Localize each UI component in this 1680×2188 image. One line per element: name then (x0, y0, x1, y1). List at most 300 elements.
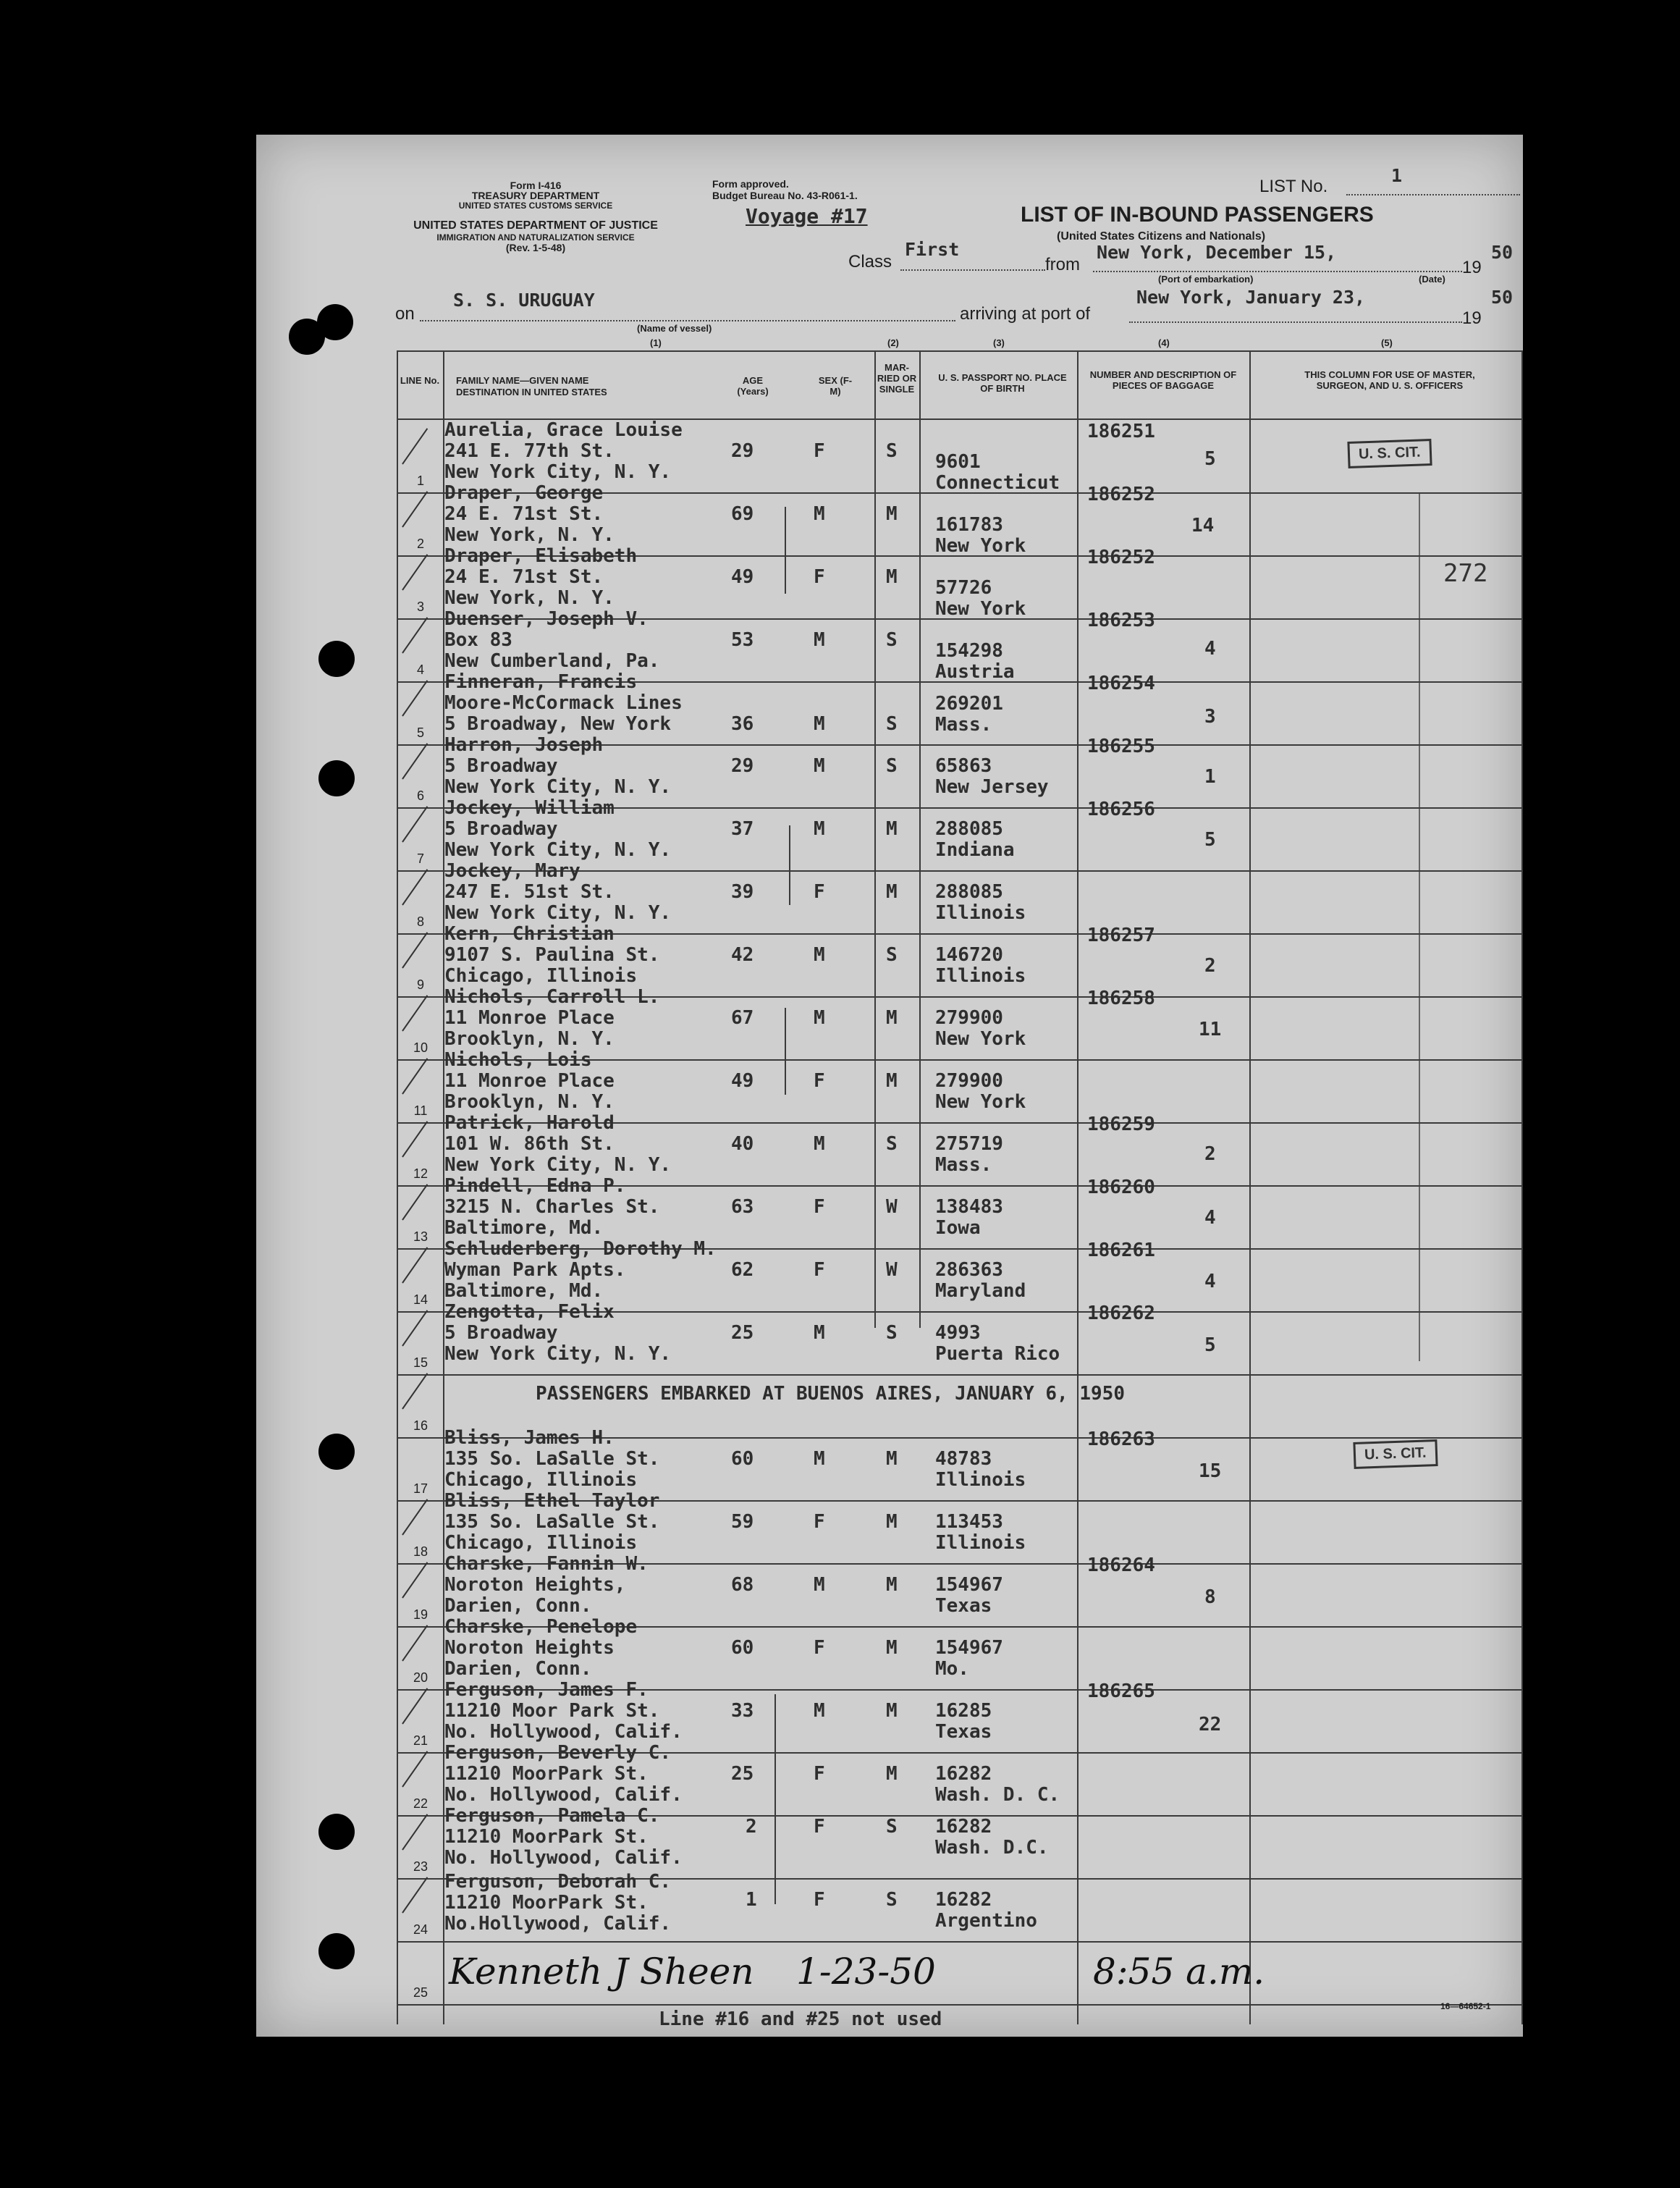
ticket-number: 186261 (1087, 1240, 1155, 1261)
sex-cell: M (814, 629, 825, 651)
age-cell: 40 (731, 1133, 754, 1155)
passenger-address-city: Baltimore, Md. (444, 1280, 604, 1302)
sex-cell: M (814, 944, 825, 966)
marital-status-cell: S (886, 1322, 898, 1344)
marital-status-cell: M (886, 818, 898, 840)
col-line-no: LINE No. (400, 375, 440, 386)
passenger-name: Duenser, Joseph V. (444, 608, 649, 630)
age-cell: 1 (746, 1889, 757, 1911)
baggage-count: 11 (1199, 1019, 1222, 1040)
passenger-name: Patrick, Harold (444, 1112, 615, 1134)
line-number: 7 (416, 851, 424, 866)
passenger-entry (444, 546, 637, 609)
passenger-entry (444, 1617, 637, 1680)
form-number: Form I-416 (510, 180, 562, 191)
passenger-address-street: 241 E. 77th St. (444, 440, 615, 462)
form-code: 16—64652-1 (1440, 2001, 1491, 2011)
passport-number: 65863 (935, 755, 992, 777)
baggage-count: 8 (1204, 1586, 1216, 1608)
list-no-label: LIST No. (1259, 177, 1328, 196)
line-number: 23 (413, 1859, 429, 1874)
passenger-address-city: New York, N. Y. (444, 524, 615, 546)
vessel-name: S. S. URUGUAY (453, 290, 595, 311)
passenger-address-street: 11210 MoorPark St. (444, 1892, 649, 1914)
baggage-count: 1 (1204, 766, 1216, 788)
passport-cell (935, 694, 1003, 736)
place-of-birth: Wash. D. C. (935, 1784, 1060, 1806)
passport-number: 146720 (935, 944, 1003, 966)
baggage-count: 5 (1204, 448, 1216, 470)
place-of-birth: Illinois (935, 1532, 1026, 1554)
baggage-count: 14 (1191, 515, 1215, 537)
place-of-birth: Mass. (935, 1154, 992, 1176)
place-of-birth: Connecticut (935, 472, 1060, 494)
passenger-address-street: 24 E. 71st St. (444, 566, 604, 588)
place-of-birth: New Jersey (935, 776, 1049, 798)
passenger-address-city: New Cumberland, Pa. (444, 650, 660, 672)
passenger-address-street: Noroton Heights, (444, 1574, 626, 1596)
baggage-count: 5 (1204, 829, 1216, 851)
ticket-number: 186265 (1087, 1680, 1155, 1702)
passport-number: 48783 (935, 1448, 992, 1470)
place-of-birth: Texas (935, 1595, 992, 1617)
passenger-address-city: Baltimore, Md. (444, 1217, 604, 1239)
passenger-address-city: No. Hollywood, Calif. (444, 1784, 683, 1806)
passport-number: 4993 (935, 1322, 981, 1344)
line-number: 8 (416, 914, 424, 929)
passport-number: 16282 (935, 1763, 992, 1785)
line-number: 20 (413, 1670, 429, 1685)
marital-status-cell: M (886, 1574, 898, 1596)
passport-number: 154967 (935, 1574, 1003, 1596)
ticket-number: 186258 (1087, 988, 1155, 1009)
sex-cell: M (814, 1448, 825, 1470)
section-header: PASSENGERS EMBARKED AT BUENOS AIRES, JANUARY 6, 1950 (536, 1383, 1125, 1405)
passport-cell (935, 1134, 1003, 1176)
place-of-birth: Illinois (935, 965, 1026, 987)
passenger-address-street: 11 Monroe Place (444, 1070, 615, 1092)
class-label: Class (848, 252, 892, 272)
passenger-entry (444, 672, 683, 735)
passport-cell (935, 1260, 1026, 1302)
arriving-label: arriving at port of (960, 304, 1091, 324)
passenger-entry (444, 1050, 615, 1113)
passport-number: 57726 (935, 577, 992, 599)
marital-status-cell: M (886, 881, 898, 903)
line-number: 24 (413, 1922, 429, 1937)
baggage-count: 15 (1199, 1460, 1222, 1482)
passenger-address-street: Box 83 (444, 629, 512, 651)
passenger-address-street: 11210 Moor Park St. (444, 1700, 660, 1722)
place-of-birth: Puerta Rico (935, 1343, 1060, 1365)
ticket-number: 186255 (1087, 736, 1155, 757)
passenger-name: Bliss, James H. (444, 1427, 615, 1449)
passenger-address-street: 5 Broadway (444, 1322, 558, 1344)
place-of-birth: New York (935, 1028, 1026, 1050)
passenger-entry (444, 735, 671, 798)
margin-number: 272 (1443, 559, 1488, 588)
age-cell: 33 (731, 1700, 754, 1722)
sex-cell: F (814, 440, 825, 462)
place-of-birth: Mo. (935, 1658, 969, 1680)
col-married: MAR-RIED OR SINGLE (877, 362, 917, 395)
place-of-birth: Austria (935, 661, 1015, 683)
passenger-address-city: New York City, N. Y. (444, 839, 672, 861)
line-number: 11 (413, 1103, 428, 1118)
passenger-name: Aurelia, Grace Louise (444, 419, 683, 441)
sex-cell: F (814, 1259, 825, 1281)
sex-cell: F (814, 1889, 825, 1911)
port-embarkation-note: (Port of embarkation) (1158, 274, 1254, 285)
passenger-entry (444, 861, 671, 924)
on-label: on (395, 304, 415, 324)
baggage-count: 4 (1204, 638, 1216, 660)
col-destination: DESTINATION IN UNITED STATES (456, 387, 607, 397)
passport-number: 16282 (935, 1816, 992, 1838)
line-number: 17 (413, 1481, 429, 1496)
age-cell: 60 (731, 1448, 754, 1470)
baggage-count: 2 (1204, 1143, 1216, 1165)
passport-number: 279900 (935, 1070, 1003, 1092)
ticket-number: 186254 (1087, 673, 1155, 694)
passenger-name: Ferguson, Pamela C. (444, 1805, 660, 1827)
passenger-name: Bliss, Ethel Taylor (444, 1490, 660, 1512)
sex-cell: M (814, 1133, 825, 1155)
year-prefix-2: 19 (1462, 308, 1482, 328)
place-of-birth: Texas (935, 1721, 992, 1743)
col-sex: SEX (F-M) (818, 375, 853, 397)
ticket-number: 186263 (1087, 1428, 1155, 1450)
passport-cell (935, 819, 1015, 861)
passport-number: 154298 (935, 640, 1003, 662)
age-cell: 59 (731, 1511, 754, 1533)
passenger-name: Finneran, Francis (444, 671, 638, 693)
sex-cell: F (814, 1763, 825, 1785)
age-cell: 25 (731, 1322, 754, 1344)
line-number: 19 (413, 1607, 429, 1622)
passenger-address-city: Darien, Conn. (444, 1595, 592, 1617)
passport-number: 275719 (935, 1133, 1003, 1155)
passenger-address-street: 11210 MoorPark St. (444, 1826, 649, 1848)
line-number: 2 (416, 537, 424, 551)
passport-number: 269201 (935, 693, 1003, 715)
marital-status-cell: S (886, 944, 898, 966)
age-cell: 69 (731, 503, 754, 525)
passenger-address-street: 11 Monroe Place (444, 1007, 615, 1029)
place-of-birth: Illinois (935, 1469, 1026, 1491)
passport-number: 288085 (935, 881, 1003, 903)
form-approved: Form approved. (712, 178, 789, 190)
form-subtitle: (United States Citizens and Nationals) (1057, 230, 1266, 243)
marital-status-cell: M (886, 1700, 898, 1722)
passport-cell (935, 1817, 1049, 1859)
passenger-address-city: Chicago, Illinois (444, 1532, 638, 1554)
sex-cell: F (814, 881, 825, 903)
passenger-entry (444, 1743, 683, 1806)
line-number: 15 (413, 1355, 429, 1370)
passenger-entry (444, 987, 659, 1050)
passport-cell (935, 1638, 1003, 1680)
passenger-entry (444, 1428, 659, 1491)
column-number-2: (2) (887, 337, 899, 348)
place-of-birth: Indiana (935, 839, 1015, 861)
passenger-address-city: Brooklyn, N. Y. (444, 1091, 615, 1113)
col-passport: U. S. PASSPORT NO. PLACE OF BIRTH (938, 372, 1067, 394)
sex-cell: M (814, 755, 825, 777)
line-number: 22 (413, 1796, 429, 1811)
passport-cell (935, 1764, 1060, 1806)
sex-cell: F (814, 1637, 825, 1659)
us-citizen-stamp: U. S. CIT. (1347, 439, 1432, 468)
age-cell: 36 (731, 713, 754, 735)
sex-cell: M (814, 713, 825, 735)
ticket-number: 186256 (1087, 799, 1155, 820)
ticket-number: 186251 (1087, 421, 1155, 442)
line-number: 3 (416, 599, 424, 614)
punch-hole (317, 304, 353, 340)
passport-number: 154967 (935, 1637, 1003, 1659)
passenger-entry (444, 420, 683, 483)
vessel-name-note: (Name of vessel) (637, 323, 712, 334)
passenger-name: Jockey, William (444, 797, 615, 819)
passenger-name: Charske, Fannin W. (444, 1553, 649, 1575)
passport-number: 16282 (935, 1889, 992, 1911)
customs-service: UNITED STATES CUSTOMS SERVICE (458, 201, 613, 211)
ticket-number: 186262 (1087, 1303, 1155, 1324)
marital-status-cell: M (886, 1763, 898, 1785)
passenger-name: Draper, George (444, 482, 604, 504)
table-top-border (397, 350, 1523, 352)
list-number: 1 (1391, 165, 1403, 186)
line-number: 1 (416, 474, 424, 488)
marital-status-cell: S (886, 1816, 898, 1838)
passenger-address-street: 3215 N. Charles St. (444, 1196, 660, 1218)
class-value: First (905, 239, 960, 260)
place-of-birth: Illinois (935, 902, 1026, 924)
passport-cell (935, 641, 1015, 683)
col-officers: THIS COLUMN FOR USE OF MASTER, SURGEON, AND U. S. OFFICERS (1304, 369, 1475, 391)
passenger-name: Ferguson, Beverly C. (444, 1742, 672, 1764)
age-cell: 60 (731, 1637, 754, 1659)
line-number: 16 (413, 1418, 429, 1433)
passport-cell (935, 452, 1060, 494)
passenger-entry (444, 1176, 659, 1239)
age-cell: 29 (731, 440, 754, 462)
arrival-port-date: New York, January 23, (1136, 287, 1366, 308)
passport-cell (935, 515, 1026, 557)
passenger-address-street: 5 Broadway (444, 755, 558, 777)
passport-cell (935, 578, 1026, 620)
passenger-address-street: 9107 S. Paulina St. (444, 944, 660, 966)
marital-status-cell: M (886, 1007, 898, 1029)
punch-hole (318, 1434, 355, 1470)
ticket-number: 186260 (1087, 1177, 1155, 1198)
age-cell: 67 (731, 1007, 754, 1029)
passenger-address-street: 135 So. LaSalle St. (444, 1511, 660, 1533)
age-cell: 37 (731, 818, 754, 840)
passport-number: 16285 (935, 1700, 992, 1722)
line-number: 12 (413, 1166, 429, 1181)
passenger-name: Zengotta, Felix (444, 1301, 615, 1323)
ticket-number: 186252 (1087, 547, 1155, 568)
signature-date: 1-23-50 (796, 1951, 936, 1993)
age-cell: 25 (731, 1763, 754, 1785)
column-number-4: (4) (1158, 337, 1170, 348)
column-number-5: (5) (1381, 337, 1393, 348)
year-prefix-1: 19 (1462, 258, 1482, 277)
passport-cell (935, 1008, 1026, 1050)
marital-status-cell: M (886, 1637, 898, 1659)
line-number: 14 (413, 1292, 429, 1307)
immigration-service: IMMIGRATION AND NATURALIZATION SERVICE (436, 232, 635, 243)
year-from: 50 (1491, 242, 1514, 263)
line-number: 5 (416, 725, 424, 740)
passport-number: 279900 (935, 1007, 1003, 1029)
passenger-address-street: 24 E. 71st St. (444, 503, 604, 525)
sex-cell: M (814, 1700, 825, 1722)
age-cell: 62 (731, 1259, 754, 1281)
line-number: 9 (416, 977, 424, 992)
marital-status-cell: S (886, 1133, 898, 1155)
baggage-count: 3 (1204, 706, 1216, 728)
from-port-date: New York, December 15, (1097, 242, 1337, 263)
punch-hole (318, 1933, 355, 1969)
line-number: 6 (416, 788, 424, 803)
officer-signature: Kenneth J Sheen (449, 1951, 754, 1993)
column-number-1: (1) (650, 337, 662, 348)
passenger-entry (444, 1680, 683, 1743)
baggage-count: 4 (1204, 1207, 1216, 1229)
passport-cell (935, 1449, 1026, 1491)
place-of-birth: Mass. (935, 714, 992, 736)
line-number: 10 (413, 1040, 429, 1055)
place-of-birth: Argentino (935, 1910, 1037, 1932)
passenger-address-street: Noroton Heights (444, 1637, 615, 1659)
ticket-number: 186253 (1087, 610, 1155, 631)
passenger-name: Schluderberg, Dorothy M. (444, 1238, 717, 1260)
passport-cell (935, 1575, 1003, 1617)
passport-cell (935, 882, 1026, 924)
passenger-address-city: Chicago, Illinois (444, 1469, 638, 1491)
passenger-name: Ferguson, Deborah C. (444, 1871, 672, 1893)
age-cell: 68 (731, 1574, 754, 1596)
age-cell: 53 (731, 629, 754, 651)
passenger-address-city: No.Hollywood, Calif. (444, 1913, 672, 1935)
marital-status-cell: M (886, 503, 898, 525)
voyage-number: Voyage #17 (746, 204, 868, 228)
marital-status-cell: M (886, 566, 898, 588)
us-citizen-stamp: U. S. CIT. (1353, 1439, 1438, 1469)
passport-number: 113453 (935, 1511, 1003, 1533)
punch-hole (318, 1814, 355, 1850)
sex-cell: M (814, 1007, 825, 1029)
passenger-name: Nichols, Lois (444, 1049, 592, 1071)
place-of-birth: New York (935, 598, 1026, 620)
passenger-address-city: New York City, N. Y. (444, 1154, 672, 1176)
line-number: 18 (413, 1544, 429, 1559)
baggage-count: 2 (1204, 955, 1216, 977)
passenger-address-street: 135 So. LaSalle St. (444, 1448, 660, 1470)
sex-cell: F (814, 1196, 825, 1218)
passport-cell (935, 1701, 992, 1743)
passenger-entry (444, 609, 659, 672)
passenger-address-city: New York City, N. Y. (444, 902, 672, 924)
passport-cell (935, 756, 1049, 798)
budget-bureau-no: Budget Bureau No. 43-R061-1. (712, 190, 858, 201)
punch-hole (318, 760, 355, 796)
form-title: LIST OF IN-BOUND PASSENGERS (1021, 203, 1374, 227)
passenger-name: Draper, Elisabeth (444, 545, 638, 567)
line-number: 21 (413, 1733, 429, 1748)
year-arrive: 50 (1491, 287, 1514, 308)
passenger-entry (444, 1239, 717, 1302)
marital-status-cell: M (886, 1448, 898, 1470)
passport-number: 161783 (935, 514, 1003, 536)
passport-cell (935, 1197, 1003, 1239)
passport-cell (935, 945, 1026, 987)
passenger-address-city: New York City, N. Y. (444, 776, 672, 798)
sex-cell: M (814, 503, 825, 525)
signature-time: 8:55 a.m. (1093, 1951, 1265, 1993)
age-cell: 42 (731, 944, 754, 966)
col-age: AGE (Years) (737, 375, 769, 397)
punch-hole (318, 641, 355, 677)
passenger-address-city: No. Hollywood, Calif. (444, 1721, 683, 1743)
date-note: (Date) (1419, 274, 1445, 285)
baggage-count: 5 (1204, 1334, 1216, 1356)
sex-cell: F (814, 566, 825, 588)
passenger-name: Pindell, Edna P. (444, 1175, 626, 1197)
passenger-entry (444, 1113, 671, 1176)
marital-status-cell: S (886, 1889, 898, 1911)
place-of-birth: Iowa (935, 1217, 981, 1239)
ticket-number: 186259 (1087, 1114, 1155, 1135)
marital-status-cell: S (886, 629, 898, 651)
passport-number: 288085 (935, 818, 1003, 840)
passport-cell (935, 1890, 1037, 1932)
from-label: from (1045, 255, 1080, 274)
passenger-address-street: Moore-McCormack Lines (444, 692, 683, 714)
passenger-address-city: Brooklyn, N. Y. (444, 1028, 615, 1050)
age-cell: 49 (731, 566, 754, 588)
department-of-justice: UNITED STATES DEPARTMENT OF JUSTICE (413, 219, 658, 232)
treasury-department: TREASURY DEPARTMENT (471, 190, 600, 201)
passenger-entry (444, 924, 659, 987)
passenger-address-city: New York City, N. Y. (444, 461, 672, 483)
passenger-address-city: Chicago, Illinois (444, 965, 638, 987)
column-number-3: (3) (993, 337, 1005, 348)
passport-cell (935, 1512, 1026, 1554)
sex-cell: M (814, 818, 825, 840)
age-cell: 2 (746, 1816, 757, 1838)
footer-note: Line #16 and #25 not used (659, 2008, 942, 2030)
passenger-name: Ferguson, James F. (444, 1679, 649, 1701)
age-cell: 49 (731, 1070, 754, 1092)
marital-status-cell: S (886, 713, 898, 735)
ticket-number: 186252 (1087, 484, 1155, 505)
passenger-entry (444, 1554, 649, 1617)
marital-status-cell: S (886, 440, 898, 462)
passport-number: 286363 (935, 1259, 1003, 1281)
sex-cell: F (814, 1511, 825, 1533)
sex-cell: M (814, 1574, 825, 1596)
place-of-birth: Maryland (935, 1280, 1026, 1302)
passport-number: 138483 (935, 1196, 1003, 1218)
passenger-entry (444, 1872, 671, 1935)
marital-status-cell: W (886, 1259, 898, 1281)
ticket-number: 186257 (1087, 925, 1155, 946)
place-of-birth: New York (935, 535, 1026, 557)
